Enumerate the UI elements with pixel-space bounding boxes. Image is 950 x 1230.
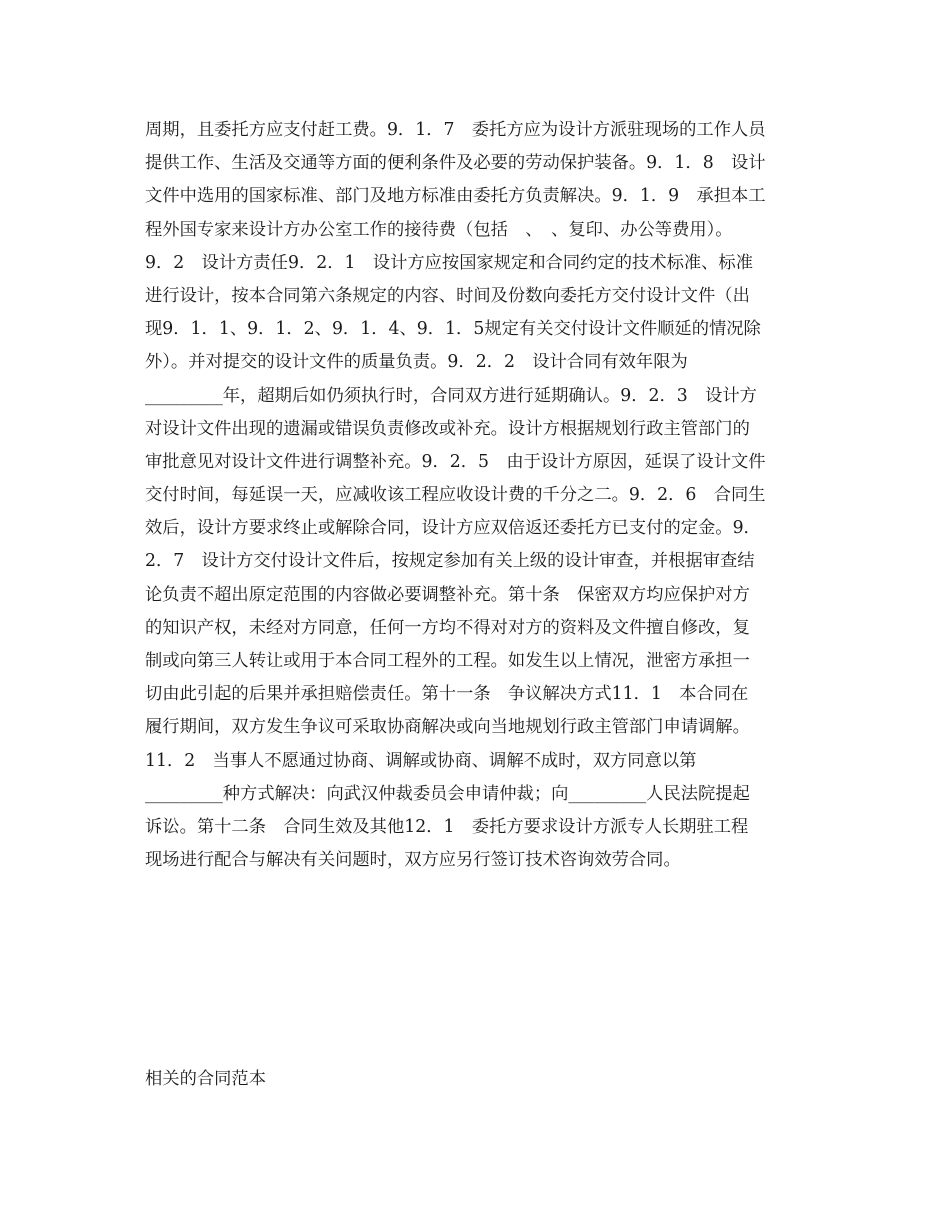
text-line: 制或向第三人转让或用于本合同工程外的工程。如发生以上情况，泄密方承担一 — [145, 651, 750, 671]
text-line: _________种方式解决：向武汉仲裁委员会申请仲裁；向_________人民法院提起 — [145, 783, 750, 804]
body-text — [145, 114, 815, 877]
text-line: 外）。并对提交的设计文件的质量负责。9．2．2 设计合同有效年限为 — [145, 352, 688, 373]
text-line: 履行期间，双方发生争议可采取协商解决或向当地规划行政主管部门申请调解。 — [145, 717, 750, 738]
text-line: 交付时间，每延误一天，应减收该工程应收设计费的千分之二。9．2．6 合同生 — [145, 485, 766, 506]
text-line: 效后，设计方要求终止或解除合同，设计方应双倍返还委托方已支付的定金。9． — [145, 518, 761, 539]
text-line: 9．2 设计方责任9．2．1 设计方应按国家规定和合同约定的技术标准、标准 — [145, 252, 753, 273]
text-line: 对设计文件出现的遗漏或错误负责修改或补充。设计方根据规划行政主管部门的 — [145, 418, 750, 439]
text-line: _________年，超期后如仍须执行时，合同双方进行延期确认。9．2．3 设计方 — [145, 385, 757, 406]
text-line: 周期，且委托方应支付赶工费。9．1．7 委托方应为设计方派驻现场的工作人员 — [145, 120, 766, 140]
text-line: 提供工作、生活及交通等方面的便利条件及必要的劳动保护装备。9．1．8 设计 — [145, 153, 766, 174]
text-line: 程外国专家来设计方办公室工作的接待费（包括 、 、复印、办公等费用）。 — [145, 219, 733, 240]
text-line: 11．2 当事人不愿通过协商、调解或协商、调解不成时，双方同意以第 — [145, 750, 697, 771]
related-contracts-heading: 相关的合同范本 — [145, 1069, 266, 1089]
text-line: 切由此引起的后果并承担赔偿责任。第十一条 争议解决方式11．1 本合同在 — [145, 684, 749, 705]
text-line: 进行设计，按本合同第六条规定的内容、时间及份数向委托方交付设计文件（出 — [145, 285, 750, 306]
text-line: 诉讼。第十二条 合同生效及其他12．1 委托方要求设计方派专人长期驻工程 — [145, 816, 749, 837]
text-line: 论负责不超出原定范围的内容做必要调整补充。第十条 保密双方均应保护对方 — [145, 584, 750, 605]
text-line: 现9．1．1、9．1．2、9．1．4、9．1．5规定有关交付设计文件顺延的情况除 — [145, 319, 761, 340]
text-line: 文件中选用的国家标准、部门及地方标准由委托方负责解决。9．1．9 承担本工 — [145, 186, 766, 207]
text-line: 2．7 设计方交付设计文件后，按规定参加有关上级的设计审查，并根据审查结 — [145, 551, 755, 572]
text-line: 现场进行配合与解决有关问题时，双方应另行签订技术咨询效劳合同。 — [145, 850, 681, 871]
text-line: 的知识产权，未经对方同意，任何一方均不得对对方的资料及文件擅自修改，复 — [145, 617, 750, 638]
text-line: 审批意见对设计文件进行调整补充。9．2．5 由于设计方原因，延误了设计文件 — [145, 451, 766, 472]
